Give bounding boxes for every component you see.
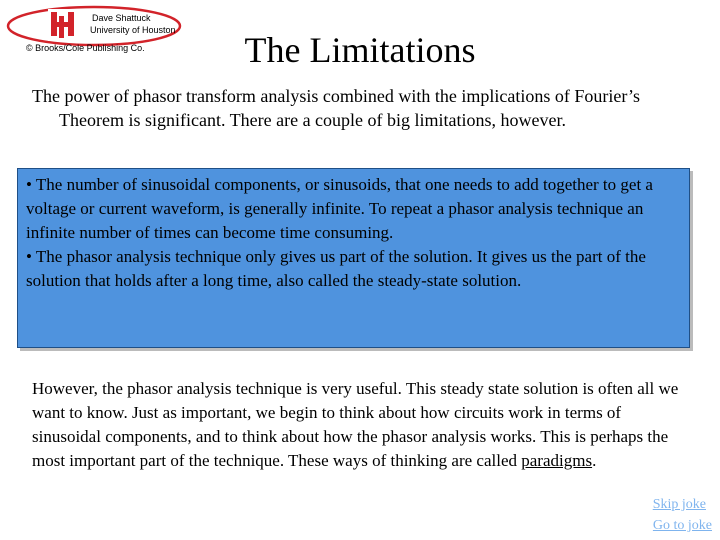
slide-title-text: The Limitations [244, 30, 476, 70]
skip-joke-link[interactable]: Skip joke [652, 497, 706, 512]
paradigms-term: paradigms [521, 451, 593, 470]
intro-paragraph: The power of phasor transform analysis combined with the implications of Fourier’s Theorem is significant. There are a couple of big limitations, however. [32, 86, 641, 130]
conclusion-text: However, the phasor analysis technique is very useful. This steady state solution is often all we want to know. Just as important, we begin to think about how circuits work in terms of sinusoidal components, and to think about how the phasor analysis works. This is perhaps the most important part of the technique. These ways of thinking are called [32, 379, 679, 470]
slide-title [0, 28, 720, 72]
limitation-bullet-1: • The number of sinusoidal components, or sinusoids, that one needs to add together to get a voltage or current waveform, is generally infinite. To repeat a phasor analysis technique an infinite number of times can become time consuming. [26, 175, 653, 242]
logo-university: University of Houston [90, 25, 176, 35]
conclusion-paragraph [32, 377, 692, 473]
conclusion-end: . [592, 451, 597, 470]
logo-publisher: © Brooks/Cole Publishing Co. [26, 43, 145, 53]
limitation-bullet-2: • The phasor analysis technique only gives us part of the solution. It gives us the part of the solution that holds after a long time, also called the steady-state solution. [26, 247, 646, 290]
go-to-joke-link[interactable]: Go to joke [652, 518, 712, 533]
limitations-box [17, 168, 690, 348]
logo-author: Dave Shattuck [92, 13, 151, 23]
